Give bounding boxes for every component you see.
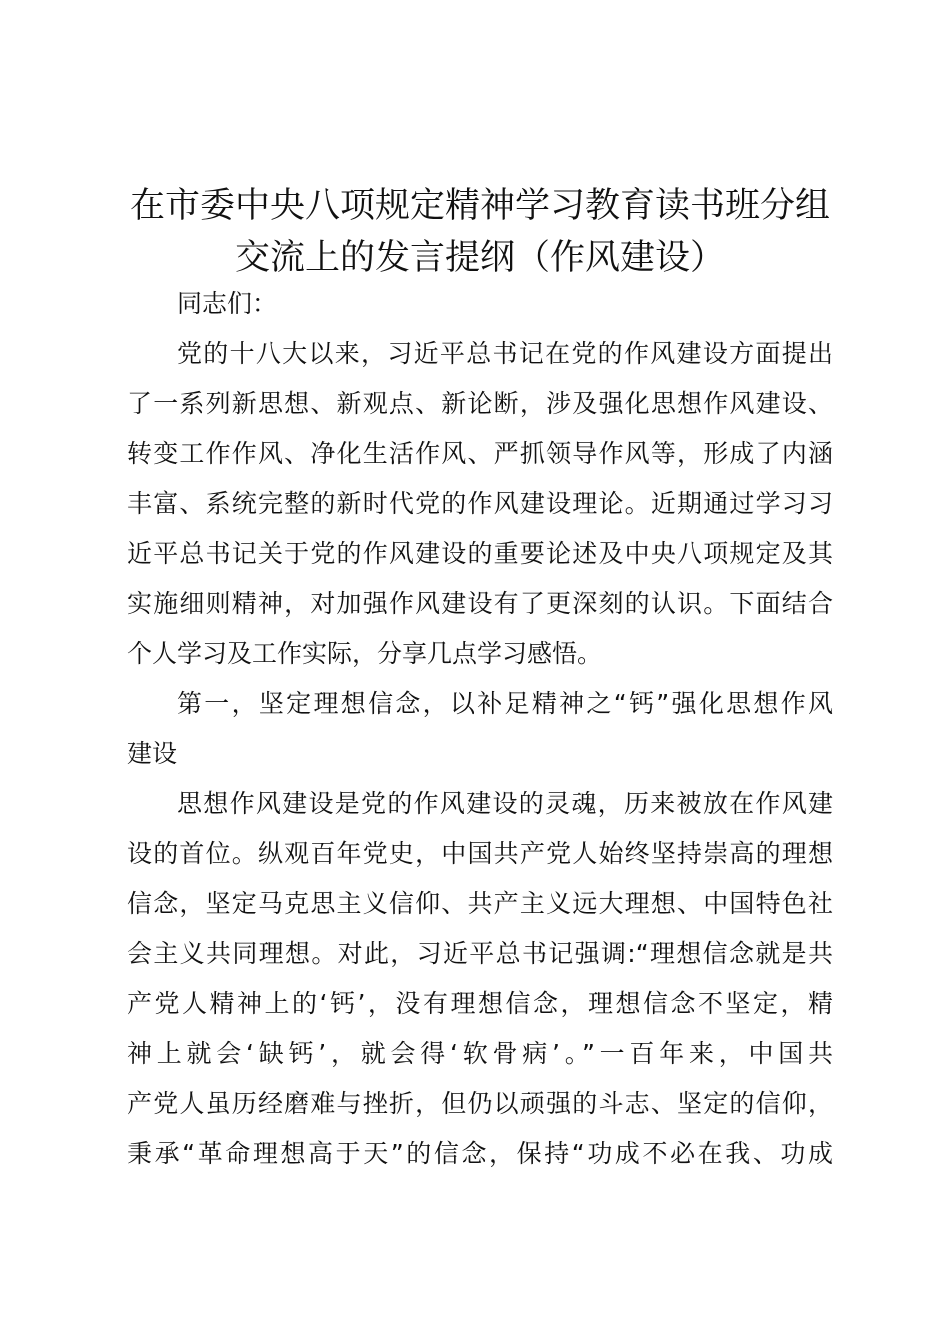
paragraph-intro — [127, 329, 833, 679]
paragraph-line: 信念，坚定马克思主义信仰、共产主义远大理想、中国特色社 — [127, 889, 833, 918]
paragraph-line: 产党人虽历经磨难与挫折，但仍以顽强的斗志、坚定的信仰， — [127, 1089, 833, 1118]
document-title — [110, 180, 850, 284]
document-body — [127, 279, 833, 1179]
paragraph-line: 转变工作作风、净化生活作风、严抓领导作风等，形成了内涵 — [127, 439, 833, 468]
paragraph-line: 思想作风建设是党的作风建设的灵魂，历来被放在作风建 — [177, 789, 833, 818]
paragraph-line: 个人学习及工作实际，分享几点学习感悟。 — [127, 639, 603, 668]
paragraph-line: 设的首位。纵观百年党史，中国共产党人始终坚持崇高的理想 — [127, 839, 833, 868]
paragraph-line: 产党人精神上的‘钙’，没有理想信念，理想信念不坚定，精 — [127, 989, 833, 1018]
salutation: 同志们： — [177, 289, 278, 318]
paragraph-line: 党的十八大以来，习近平总书记在党的作风建设方面提出 — [177, 339, 833, 368]
paragraph-line: 了一系列新思想、新观点、新论断，涉及强化思想作风建设、 — [127, 389, 833, 418]
paragraph-line: 秉承“革命理想高于天”的信念，保持“功成不必在我、功成 — [127, 1139, 833, 1168]
heading-line: 第一，坚定理想信念，以补足精神之“钙”强化思想作风 — [177, 689, 833, 718]
paragraph-section-1 — [127, 779, 833, 1179]
paragraph-line: 会主义共同理想。对此，习近平总书记强调:“理想信念就是共 — [127, 939, 833, 968]
paragraph-line: 实施细则精神，对加强作风建设有了更深刻的认识。下面结合 — [127, 589, 833, 618]
heading-line: 建设 — [127, 739, 178, 768]
paragraph-line: 近平总书记关于党的作风建设的重要论述及中央八项规定及其 — [127, 539, 833, 568]
title-line-1: 在市委中央八项规定精神学习教育读书班分组 — [129, 186, 830, 226]
paragraph-line: 丰富、系统完整的新时代党的作风建设理论。近期通过学习习 — [127, 489, 833, 518]
paragraph-line: 神上就会‘缺钙’，就会得‘软骨病’。”一百年来，中国共 — [127, 1039, 833, 1068]
title-line-2: 交流上的发言提纲（作风建设） — [234, 238, 725, 278]
section-heading-1 — [127, 679, 833, 779]
